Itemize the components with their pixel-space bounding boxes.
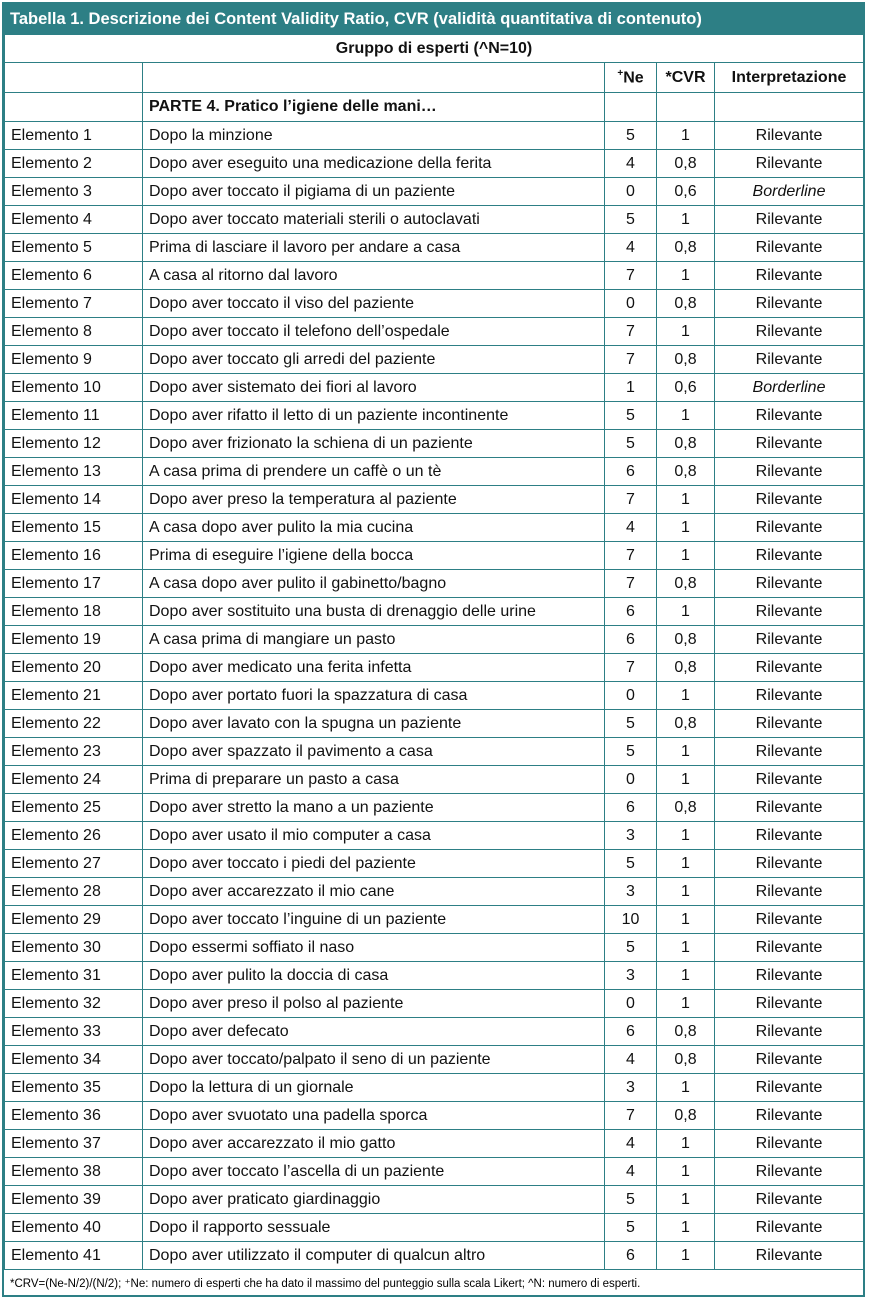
row-description: Dopo il rapporto sessuale <box>143 1214 605 1242</box>
row-interpretazione: Rilevante <box>715 1130 864 1158</box>
row-element: Elemento 15 <box>5 514 143 542</box>
row-ne: 7 <box>605 654 657 682</box>
row-interpretazione: Rilevante <box>715 1102 864 1130</box>
row-interpretazione: Rilevante <box>715 850 864 878</box>
row-description: Dopo aver toccato gli arredi del paziente <box>143 346 605 374</box>
row-interpretazione: Rilevante <box>715 654 864 682</box>
header-empty-element <box>5 63 143 93</box>
row-description: Dopo aver accarezzato il mio gatto <box>143 1130 605 1158</box>
table-row <box>5 290 864 318</box>
row-ne: 3 <box>605 962 657 990</box>
row-ne: 5 <box>605 850 657 878</box>
row-interpretazione: Rilevante <box>715 290 864 318</box>
row-ne: 6 <box>605 1018 657 1046</box>
row-cvr: 0,8 <box>657 150 715 178</box>
row-description: Dopo aver toccato i piedi del paziente <box>143 850 605 878</box>
row-ne: 4 <box>605 234 657 262</box>
table-row <box>5 850 864 878</box>
row-cvr: 1 <box>657 542 715 570</box>
table-row <box>5 766 864 794</box>
row-interpretazione: Rilevante <box>715 906 864 934</box>
row-interpretazione: Rilevante <box>715 206 864 234</box>
row-interpretazione: Rilevante <box>715 738 864 766</box>
row-element: Elemento 38 <box>5 1158 143 1186</box>
row-description: Dopo aver medicato una ferita infetta <box>143 654 605 682</box>
row-ne: 5 <box>605 402 657 430</box>
row-cvr: 1 <box>657 850 715 878</box>
row-cvr: 1 <box>657 598 715 626</box>
row-description: A casa dopo aver pulito il gabinetto/bagno <box>143 570 605 598</box>
row-description: Dopo la minzione <box>143 122 605 150</box>
row-cvr: 1 <box>657 962 715 990</box>
row-description: Dopo aver toccato/palpato il seno di un paziente <box>143 1046 605 1074</box>
row-interpretazione: Rilevante <box>715 430 864 458</box>
table-row <box>5 626 864 654</box>
footnote: *CRV=(Ne-N/2)/(N/2); ⁺Ne: numero di esperti che ha dato il massimo del punteggio sulla scala Likert; ^N: numero di esperti. <box>10 1278 641 1290</box>
row-description: Dopo aver eseguito una medicazione della ferita <box>143 150 605 178</box>
group-header: Gruppo di esperti (^N=10) <box>5 35 864 63</box>
table-row <box>5 346 864 374</box>
section-empty-ne <box>605 93 657 122</box>
row-ne: 0 <box>605 990 657 1018</box>
row-cvr: 0,8 <box>657 794 715 822</box>
section-title: PARTE 4. Pratico l’igiene delle mani… <box>143 93 605 122</box>
row-ne: 3 <box>605 878 657 906</box>
row-cvr: 0,6 <box>657 178 715 206</box>
row-cvr: 0,8 <box>657 1102 715 1130</box>
section-empty <box>5 93 143 122</box>
row-cvr: 1 <box>657 906 715 934</box>
header-interpretazione: Interpretazione <box>715 63 864 93</box>
table-row <box>5 654 864 682</box>
row-cvr: 0,8 <box>657 570 715 598</box>
row-description: Dopo aver toccato il viso del paziente <box>143 290 605 318</box>
header-ne <box>605 63 657 93</box>
header-ne-mark: + <box>617 67 624 79</box>
row-interpretazione: Rilevante <box>715 262 864 290</box>
row-ne: 6 <box>605 794 657 822</box>
row-cvr: 1 <box>657 402 715 430</box>
table-row <box>5 1158 864 1186</box>
row-description: Dopo aver sistemato dei fiori al lavoro <box>143 374 605 402</box>
table-frame <box>2 2 865 1297</box>
row-cvr: 1 <box>657 1186 715 1214</box>
row-element: Elemento 28 <box>5 878 143 906</box>
table-row <box>5 486 864 514</box>
row-element: Elemento 7 <box>5 290 143 318</box>
row-interpretazione: Rilevante <box>715 962 864 990</box>
row-element: Elemento 14 <box>5 486 143 514</box>
row-cvr: 1 <box>657 1214 715 1242</box>
row-cvr: 1 <box>657 122 715 150</box>
row-description: Prima di preparare un pasto a casa <box>143 766 605 794</box>
row-interpretazione: Rilevante <box>715 122 864 150</box>
table-row <box>5 178 864 206</box>
row-ne: 4 <box>605 1130 657 1158</box>
row-cvr: 0,8 <box>657 458 715 486</box>
table-row <box>5 1130 864 1158</box>
row-cvr: 1 <box>657 318 715 346</box>
row-element: Elemento 32 <box>5 990 143 1018</box>
row-ne: 4 <box>605 1158 657 1186</box>
section-empty-cvr <box>657 93 715 122</box>
row-cvr: 1 <box>657 766 715 794</box>
table-row <box>5 234 864 262</box>
row-description: Dopo aver accarezzato il mio cane <box>143 878 605 906</box>
row-interpretazione: Rilevante <box>715 1186 864 1214</box>
table-row <box>5 402 864 430</box>
row-element: Elemento 4 <box>5 206 143 234</box>
table-row <box>5 962 864 990</box>
row-element: Elemento 3 <box>5 178 143 206</box>
row-description: Dopo aver frizionato la schiena di un paziente <box>143 430 605 458</box>
row-cvr: 1 <box>657 682 715 710</box>
row-cvr: 1 <box>657 1074 715 1102</box>
cvr-table <box>4 34 864 1270</box>
table-row <box>5 206 864 234</box>
row-ne: 0 <box>605 682 657 710</box>
row-interpretazione: Rilevante <box>715 318 864 346</box>
group-header-row <box>5 35 864 63</box>
row-ne: 3 <box>605 1074 657 1102</box>
row-interpretazione: Borderline <box>715 374 864 402</box>
row-description: Dopo aver spazzato il pavimento a casa <box>143 738 605 766</box>
row-element: Elemento 12 <box>5 430 143 458</box>
row-ne: 0 <box>605 178 657 206</box>
row-cvr: 1 <box>657 262 715 290</box>
row-interpretazione: Rilevante <box>715 822 864 850</box>
row-ne: 4 <box>605 514 657 542</box>
table-row <box>5 542 864 570</box>
header-empty-description <box>143 63 605 93</box>
row-ne: 0 <box>605 290 657 318</box>
row-ne: 5 <box>605 206 657 234</box>
row-interpretazione: Rilevante <box>715 1214 864 1242</box>
row-description: Dopo essermi soffiato il naso <box>143 934 605 962</box>
row-ne: 5 <box>605 1214 657 1242</box>
table-title: Tabella 1. Descrizione dei Content Validity Ratio, CVR (validità quantitativa di contenuto) <box>4 4 863 34</box>
row-ne: 5 <box>605 1186 657 1214</box>
table-row <box>5 682 864 710</box>
row-element: Elemento 9 <box>5 346 143 374</box>
row-element: Elemento 24 <box>5 766 143 794</box>
row-ne: 7 <box>605 486 657 514</box>
section-empty-interp <box>715 93 864 122</box>
row-description: Dopo aver praticato giardinaggio <box>143 1186 605 1214</box>
row-element: Elemento 16 <box>5 542 143 570</box>
row-description: Dopo aver svuotato una padella sporca <box>143 1102 605 1130</box>
row-description: Dopo aver preso la temperatura al paziente <box>143 486 605 514</box>
row-description: Dopo aver toccato l’ascella di un paziente <box>143 1158 605 1186</box>
row-ne: 7 <box>605 542 657 570</box>
table-row <box>5 458 864 486</box>
row-ne: 5 <box>605 122 657 150</box>
section-row <box>5 93 864 122</box>
row-ne: 7 <box>605 1102 657 1130</box>
row-interpretazione: Rilevante <box>715 1018 864 1046</box>
row-interpretazione: Rilevante <box>715 878 864 906</box>
row-element: Elemento 40 <box>5 1214 143 1242</box>
row-cvr: 1 <box>657 822 715 850</box>
row-ne: 0 <box>605 766 657 794</box>
row-ne: 6 <box>605 458 657 486</box>
table-row <box>5 710 864 738</box>
row-ne: 3 <box>605 822 657 850</box>
row-interpretazione: Rilevante <box>715 990 864 1018</box>
row-description: Dopo aver usato il mio computer a casa <box>143 822 605 850</box>
row-cvr: 1 <box>657 878 715 906</box>
table-row <box>5 1214 864 1242</box>
row-ne: 5 <box>605 430 657 458</box>
row-cvr: 1 <box>657 1158 715 1186</box>
row-element: Elemento 25 <box>5 794 143 822</box>
row-description: Dopo aver pulito la doccia di casa <box>143 962 605 990</box>
row-interpretazione: Borderline <box>715 178 864 206</box>
row-ne: 7 <box>605 262 657 290</box>
row-cvr: 0,8 <box>657 654 715 682</box>
table-row <box>5 906 864 934</box>
row-element: Elemento 23 <box>5 738 143 766</box>
row-element: Elemento 6 <box>5 262 143 290</box>
row-ne: 4 <box>605 150 657 178</box>
row-ne: 10 <box>605 906 657 934</box>
row-element: Elemento 33 <box>5 1018 143 1046</box>
row-element: Elemento 39 <box>5 1186 143 1214</box>
row-ne: 6 <box>605 1242 657 1270</box>
row-description: Dopo aver toccato materiali sterili o autoclavati <box>143 206 605 234</box>
row-interpretazione: Rilevante <box>715 150 864 178</box>
row-element: Elemento 34 <box>5 1046 143 1074</box>
row-cvr: 1 <box>657 486 715 514</box>
row-interpretazione: Rilevante <box>715 542 864 570</box>
row-description: Prima di eseguire l’igiene della bocca <box>143 542 605 570</box>
row-description: Dopo aver preso il polso al paziente <box>143 990 605 1018</box>
table-row <box>5 1102 864 1130</box>
row-ne: 7 <box>605 346 657 374</box>
table-row <box>5 1018 864 1046</box>
row-element: Elemento 31 <box>5 962 143 990</box>
row-description: Dopo aver portato fuori la spazzatura di casa <box>143 682 605 710</box>
row-element: Elemento 5 <box>5 234 143 262</box>
table-row <box>5 1074 864 1102</box>
table-row <box>5 150 864 178</box>
row-element: Elemento 13 <box>5 458 143 486</box>
row-description: Dopo aver rifatto il letto di un paziente incontinente <box>143 402 605 430</box>
row-element: Elemento 22 <box>5 710 143 738</box>
row-interpretazione: Rilevante <box>715 486 864 514</box>
row-interpretazione: Rilevante <box>715 682 864 710</box>
row-interpretazione: Rilevante <box>715 234 864 262</box>
row-cvr: 0,8 <box>657 1018 715 1046</box>
row-ne: 4 <box>605 1046 657 1074</box>
table-row <box>5 374 864 402</box>
row-description: Dopo aver sostituito una busta di drenaggio delle urine <box>143 598 605 626</box>
table-row <box>5 122 864 150</box>
row-interpretazione: Rilevante <box>715 1242 864 1270</box>
row-element: Elemento 35 <box>5 1074 143 1102</box>
row-cvr: 0,8 <box>657 626 715 654</box>
table-row <box>5 570 864 598</box>
header-ne-label: Ne <box>623 69 644 87</box>
row-element: Elemento 11 <box>5 402 143 430</box>
row-ne: 1 <box>605 374 657 402</box>
row-element: Elemento 36 <box>5 1102 143 1130</box>
row-cvr: 1 <box>657 1130 715 1158</box>
row-ne: 7 <box>605 318 657 346</box>
row-description: Dopo aver stretto la mano a un paziente <box>143 794 605 822</box>
row-ne: 6 <box>605 626 657 654</box>
row-cvr: 1 <box>657 738 715 766</box>
row-cvr: 1 <box>657 990 715 1018</box>
row-cvr: 1 <box>657 934 715 962</box>
row-cvr: 0,8 <box>657 710 715 738</box>
row-interpretazione: Rilevante <box>715 766 864 794</box>
table-row <box>5 598 864 626</box>
row-element: Elemento 26 <box>5 822 143 850</box>
row-description: Dopo aver toccato il pigiama di un paziente <box>143 178 605 206</box>
row-description: Dopo aver lavato con la spugna un paziente <box>143 710 605 738</box>
row-interpretazione: Rilevante <box>715 514 864 542</box>
row-interpretazione: Rilevante <box>715 402 864 430</box>
row-interpretazione: Rilevante <box>715 1158 864 1186</box>
row-interpretazione: Rilevante <box>715 1046 864 1074</box>
row-cvr: 0,8 <box>657 430 715 458</box>
row-interpretazione: Rilevante <box>715 458 864 486</box>
column-header-row <box>5 63 864 93</box>
row-cvr: 1 <box>657 514 715 542</box>
row-ne: 5 <box>605 710 657 738</box>
row-cvr: 1 <box>657 1242 715 1270</box>
table-row <box>5 1046 864 1074</box>
row-cvr: 0,6 <box>657 374 715 402</box>
row-element: Elemento 30 <box>5 934 143 962</box>
row-interpretazione: Rilevante <box>715 794 864 822</box>
row-interpretazione: Rilevante <box>715 570 864 598</box>
row-interpretazione: Rilevante <box>715 934 864 962</box>
row-interpretazione: Rilevante <box>715 598 864 626</box>
row-interpretazione: Rilevante <box>715 710 864 738</box>
row-element: Elemento 29 <box>5 906 143 934</box>
row-cvr: 0,8 <box>657 290 715 318</box>
row-element: Elemento 17 <box>5 570 143 598</box>
row-description: A casa prima di prendere un caffè o un tè <box>143 458 605 486</box>
row-element: Elemento 27 <box>5 850 143 878</box>
table-row <box>5 1186 864 1214</box>
row-element: Elemento 1 <box>5 122 143 150</box>
row-element: Elemento 8 <box>5 318 143 346</box>
row-cvr: 0,8 <box>657 346 715 374</box>
row-interpretazione: Rilevante <box>715 1074 864 1102</box>
row-description: Dopo aver toccato l’inguine di un paziente <box>143 906 605 934</box>
row-element: Elemento 2 <box>5 150 143 178</box>
table-row <box>5 934 864 962</box>
row-cvr: 0,8 <box>657 1046 715 1074</box>
row-element: Elemento 20 <box>5 654 143 682</box>
row-interpretazione: Rilevante <box>715 346 864 374</box>
table-row <box>5 822 864 850</box>
row-description: A casa dopo aver pulito la mia cucina <box>143 514 605 542</box>
row-description: Dopo la lettura di un giornale <box>143 1074 605 1102</box>
row-description: Dopo aver defecato <box>143 1018 605 1046</box>
row-ne: 5 <box>605 934 657 962</box>
row-cvr: 1 <box>657 206 715 234</box>
row-element: Elemento 37 <box>5 1130 143 1158</box>
row-description: Prima di lasciare il lavoro per andare a casa <box>143 234 605 262</box>
row-description: Dopo aver utilizzato il computer di qualcun altro <box>143 1242 605 1270</box>
row-ne: 7 <box>605 570 657 598</box>
table-row <box>5 878 864 906</box>
table-row <box>5 262 864 290</box>
row-element: Elemento 21 <box>5 682 143 710</box>
row-cvr: 0,8 <box>657 234 715 262</box>
header-cvr: *CVR <box>657 63 715 93</box>
table-row <box>5 990 864 1018</box>
row-element: Elemento 41 <box>5 1242 143 1270</box>
row-description: Dopo aver toccato il telefono dell’ospedale <box>143 318 605 346</box>
table-row <box>5 514 864 542</box>
table-row <box>5 430 864 458</box>
table-row <box>5 1242 864 1270</box>
row-ne: 5 <box>605 738 657 766</box>
table-row <box>5 794 864 822</box>
row-description: A casa prima di mangiare un pasto <box>143 626 605 654</box>
row-ne: 6 <box>605 598 657 626</box>
table-row <box>5 738 864 766</box>
table-row <box>5 318 864 346</box>
row-element: Elemento 19 <box>5 626 143 654</box>
row-element: Elemento 10 <box>5 374 143 402</box>
row-interpretazione: Rilevante <box>715 626 864 654</box>
row-element: Elemento 18 <box>5 598 143 626</box>
row-description: A casa al ritorno dal lavoro <box>143 262 605 290</box>
